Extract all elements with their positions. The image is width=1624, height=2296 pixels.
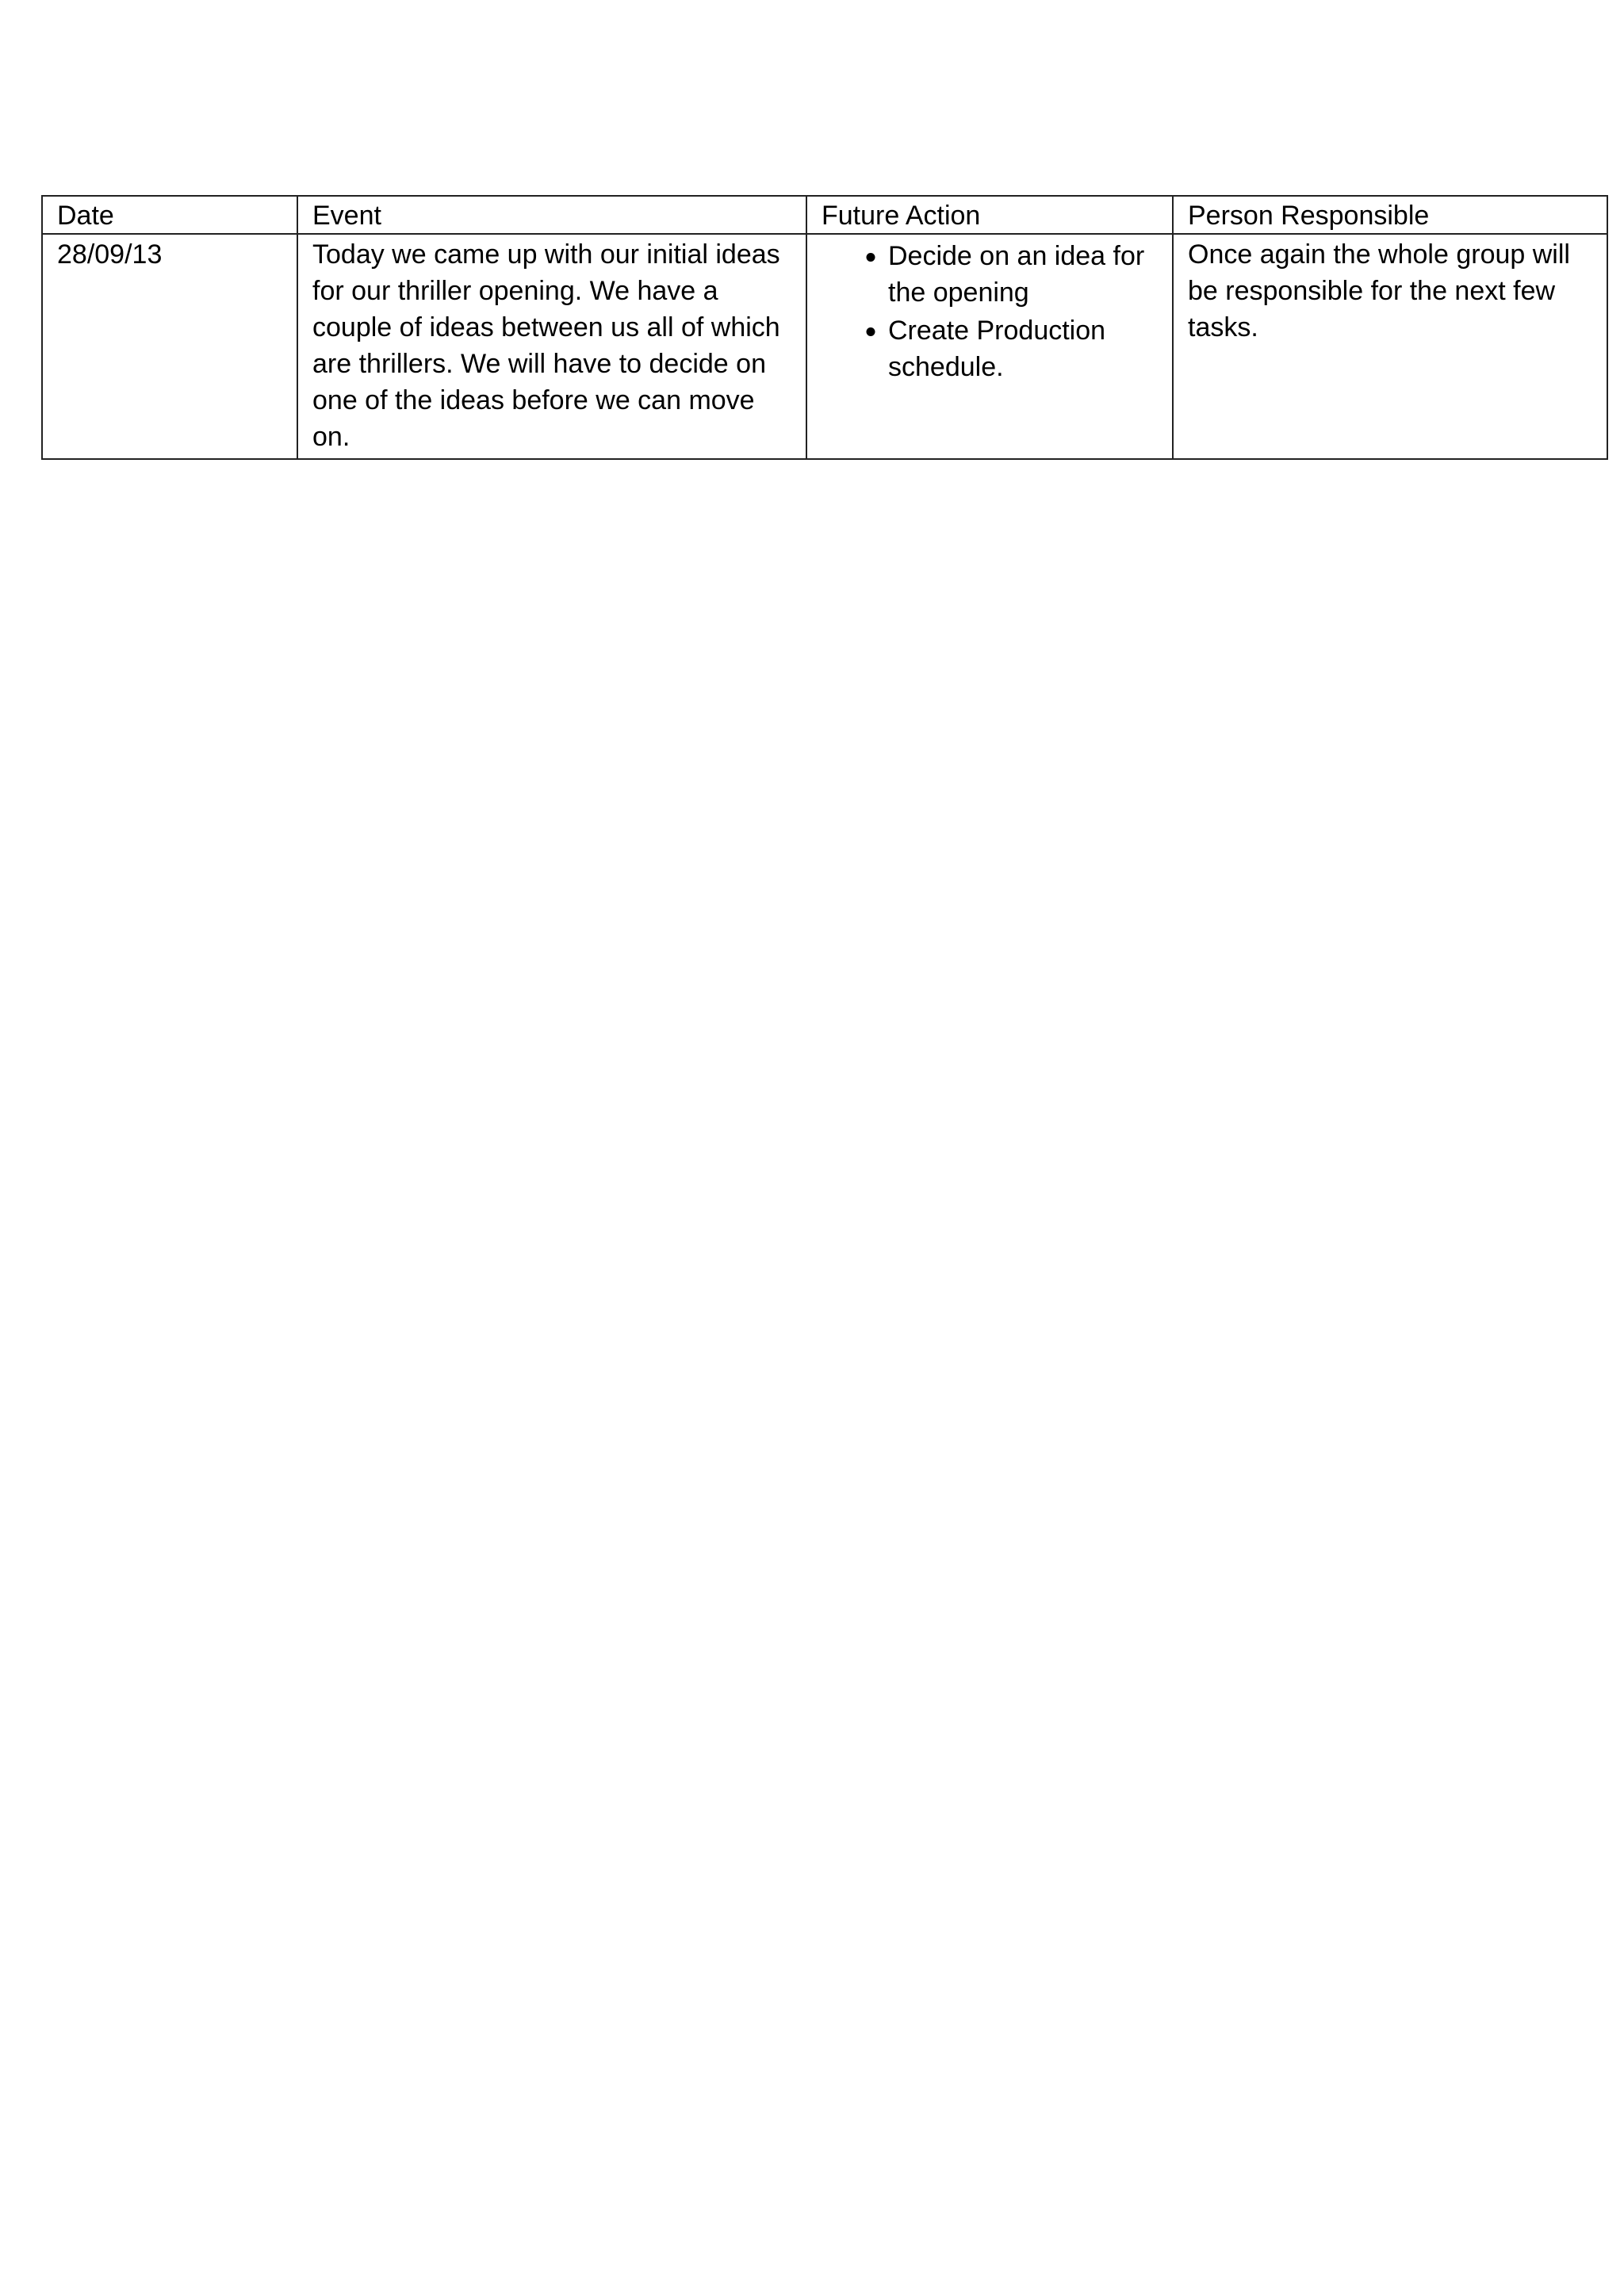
header-date: Date [42,196,297,234]
table-row [42,234,1607,459]
future-action-text: Create Production schedule. [888,316,1106,382]
list-item [822,312,1158,385]
cell-person-responsible [1173,234,1607,459]
person-responsible-text: Once again the whole group will be responsible for the next few tasks. [1188,239,1570,342]
cell-event [297,234,806,459]
event-text: Today we came up with our initial ideas for our thriller opening. We have a couple of ideas between us all of which are thrillers. We will have to decide on one of the ideas before we can move on. [312,239,780,452]
date-text: 28/09/13 [57,239,163,270]
bullet-icon [867,327,875,336]
header-future-action: Future Action [806,196,1173,234]
production-log-table [41,195,1608,460]
bullet-icon [867,253,875,262]
list-item [822,238,1158,311]
header-event: Event [297,196,806,234]
future-action-text: Decide on an idea for the opening [888,241,1145,308]
table-header-row [42,196,1607,234]
cell-date [42,234,297,459]
cell-future-action [806,234,1173,459]
header-person-responsible: Person Responsible [1173,196,1607,234]
future-action-list [822,238,1158,385]
